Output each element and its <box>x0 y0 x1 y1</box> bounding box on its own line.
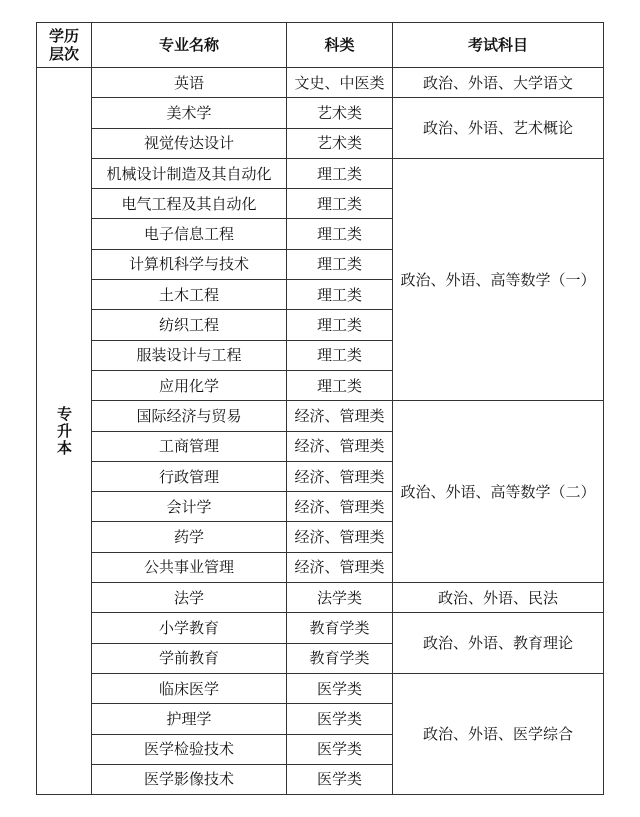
major-cell: 法学 <box>92 583 287 613</box>
major-cell: 临床医学 <box>92 673 287 703</box>
category-cell: 理工类 <box>287 310 393 340</box>
major-cell: 学前教育 <box>92 643 287 673</box>
category-cell: 经济、管理类 <box>287 431 393 461</box>
level-cell: 专升本 <box>37 68 92 795</box>
category-cell: 医学类 <box>287 673 393 703</box>
header-level: 学历 层次 <box>37 23 92 68</box>
subjects-cell: 政治、外语、艺术概论 <box>393 98 604 159</box>
subjects-cell: 政治、外语、大学语文 <box>393 68 604 98</box>
category-cell: 理工类 <box>287 280 393 310</box>
subjects-cell: 政治、外语、高等数学（二） <box>393 401 604 583</box>
category-cell: 经济、管理类 <box>287 492 393 522</box>
major-cell: 小学教育 <box>92 613 287 643</box>
major-cell: 应用化学 <box>92 370 287 400</box>
major-cell: 会计学 <box>92 492 287 522</box>
header-row <box>37 23 604 68</box>
major-cell: 医学影像技术 <box>92 764 287 794</box>
category-cell: 经济、管理类 <box>287 522 393 552</box>
exam-subjects-table <box>36 22 604 795</box>
category-cell: 经济、管理类 <box>287 461 393 491</box>
category-cell: 医学类 <box>287 704 393 734</box>
major-cell: 机械设计制造及其自动化 <box>92 158 287 188</box>
category-cell: 教育学类 <box>287 613 393 643</box>
major-cell: 美术学 <box>92 98 287 128</box>
major-cell: 电子信息工程 <box>92 219 287 249</box>
category-cell: 艺术类 <box>287 98 393 128</box>
major-cell: 药学 <box>92 522 287 552</box>
major-cell: 工商管理 <box>92 431 287 461</box>
major-cell: 国际经济与贸易 <box>92 401 287 431</box>
category-cell: 医学类 <box>287 764 393 794</box>
subjects-cell: 政治、外语、医学综合 <box>393 673 604 794</box>
category-cell: 经济、管理类 <box>287 401 393 431</box>
table-row <box>37 401 604 431</box>
category-cell: 法学类 <box>287 583 393 613</box>
category-cell: 理工类 <box>287 158 393 188</box>
major-cell: 医学检验技术 <box>92 734 287 764</box>
major-cell: 土木工程 <box>92 280 287 310</box>
major-cell: 计算机科学与技术 <box>92 249 287 279</box>
subjects-cell: 政治、外语、教育理论 <box>393 613 604 674</box>
header-subjects: 考试科目 <box>393 23 604 68</box>
category-cell: 理工类 <box>287 370 393 400</box>
category-cell: 教育学类 <box>287 643 393 673</box>
major-cell: 电气工程及其自动化 <box>92 189 287 219</box>
major-cell: 护理学 <box>92 704 287 734</box>
subjects-cell: 政治、外语、高等数学（一） <box>393 158 604 400</box>
category-cell: 理工类 <box>287 340 393 370</box>
major-cell: 服装设计与工程 <box>92 340 287 370</box>
header-category: 科类 <box>287 23 393 68</box>
major-cell: 视觉传达设计 <box>92 128 287 158</box>
category-cell: 经济、管理类 <box>287 552 393 582</box>
table-row <box>37 613 604 643</box>
category-cell: 理工类 <box>287 189 393 219</box>
table-row <box>37 673 604 703</box>
table-row <box>37 583 604 613</box>
category-cell: 艺术类 <box>287 128 393 158</box>
subjects-cell: 政治、外语、民法 <box>393 583 604 613</box>
major-cell: 英语 <box>92 68 287 98</box>
table-row <box>37 68 604 98</box>
table-row <box>37 158 604 188</box>
table-row <box>37 98 604 128</box>
category-cell: 理工类 <box>287 249 393 279</box>
header-major: 专业名称 <box>92 23 287 68</box>
category-cell: 理工类 <box>287 219 393 249</box>
category-cell: 文史、中医类 <box>287 68 393 98</box>
major-cell: 纺织工程 <box>92 310 287 340</box>
category-cell: 医学类 <box>287 734 393 764</box>
major-cell: 公共事业管理 <box>92 552 287 582</box>
major-cell: 行政管理 <box>92 461 287 491</box>
